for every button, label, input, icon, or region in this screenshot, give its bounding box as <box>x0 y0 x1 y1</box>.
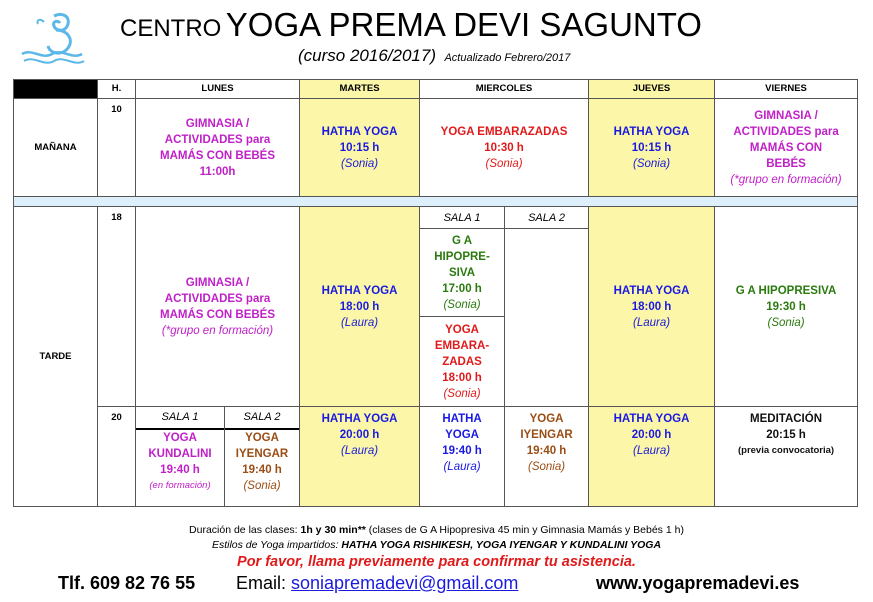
sala-1-label: SALA 1 <box>420 207 505 229</box>
cell-line: (*grupo en formación) <box>730 173 842 186</box>
spiral-wave-logo-icon <box>14 8 88 70</box>
header-lunes: LUNES <box>136 80 300 99</box>
sala-2-label: SALA 2 <box>243 411 281 423</box>
cell-line: MAMÁS CON <box>749 141 823 154</box>
cell-line: G A <box>452 234 473 247</box>
cell-line: MAMÁS CON BEBÉS <box>160 149 276 162</box>
cell-line: (Sonia) <box>485 157 523 170</box>
separator-row <box>14 197 858 207</box>
cell-line: (*grupo en formación) <box>161 324 274 337</box>
cell-line: HATHA <box>442 413 482 425</box>
morning-row <box>14 99 858 197</box>
page-title <box>120 6 820 44</box>
morning-lunes <box>136 99 300 197</box>
afternoon-lunes-20-sala2 <box>225 407 300 507</box>
corner-cell <box>14 80 98 99</box>
cell-line: EMBARA- <box>434 339 490 352</box>
sala-2-label: SALA 2 <box>505 207 589 229</box>
afternoon-mier-hipopresiva <box>420 229 505 317</box>
cell-line: MEDITACIÓN <box>750 413 823 425</box>
hour-20: 20 <box>98 407 136 507</box>
cell-line: ZADAS <box>442 355 482 368</box>
cell-line: KUNDALINI <box>148 448 212 460</box>
phone-number: Tlf. 609 82 76 55 <box>58 573 196 593</box>
separator-band <box>14 197 858 207</box>
afternoon-lunes-18 <box>136 207 300 407</box>
cell-line: HATHA YOGA <box>321 413 398 425</box>
cell-line: ACTIVIDADES para <box>733 125 839 138</box>
afternoon-viernes-18 <box>715 207 858 407</box>
cell-line: HIPOPRE- <box>434 250 490 263</box>
cell-line: GIMNASIA / <box>185 276 250 289</box>
cell-line: (Laura) <box>632 445 671 457</box>
cell-line: (Sonia) <box>340 157 379 170</box>
header-martes: MARTES <box>300 80 420 99</box>
afternoon-mier-20-sala1 <box>420 407 505 507</box>
duration-prefix: Duración de las clases: <box>189 524 301 536</box>
cell-line: YOGA <box>163 432 197 444</box>
cell-line: ACTIVIDADES para <box>164 133 271 146</box>
header-miercoles: MIERCOLES <box>420 80 589 99</box>
cell-line: (Sonia) <box>527 461 566 473</box>
cell-line: YOGA <box>445 429 479 441</box>
cell-line: HATHA YOGA <box>613 125 690 138</box>
cell-line: MAMÁS CON BEBÉS <box>160 308 276 321</box>
cell-line: 20:00 h <box>339 429 380 441</box>
cell-line: (Laura) <box>340 316 379 329</box>
cell-line: (Laura) <box>340 445 379 457</box>
period-morning: MAÑANA <box>14 99 98 197</box>
cell-line: GIMNASIA / <box>754 109 818 122</box>
morning-jueves <box>589 99 715 197</box>
cell-line: (Sonia) <box>632 157 671 170</box>
cell-line: IYENGAR <box>520 429 573 441</box>
call-notice: Por favor, llama previamente para confirmar tu asistencia. <box>237 554 636 570</box>
cell-line: 11:00h <box>199 165 236 178</box>
cell-line: IYENGAR <box>235 448 289 460</box>
cell-line: YOGA <box>445 323 479 336</box>
cell-line: BEBÉS <box>766 157 806 170</box>
cell-line: (Laura) <box>443 461 481 473</box>
cell-line: 19:40 h <box>242 464 282 476</box>
cell-line: (en formación) <box>149 480 211 491</box>
cell-line: 19:40 h <box>526 445 567 457</box>
title-main: YOGA PREMA DEVI SAGUNTO <box>225 6 702 43</box>
cell-line: SIVA <box>449 266 476 279</box>
cell-line: HATHA YOGA <box>613 284 690 297</box>
afternoon-viernes-20 <box>715 407 858 507</box>
afternoon-martes-18 <box>300 207 420 407</box>
cell-line: 17:00 h <box>442 282 482 295</box>
course-year: (curso 2016/2017) <box>298 46 436 65</box>
afternoon-row-4 <box>14 407 858 507</box>
cell-line: 10:30 h <box>484 141 524 154</box>
afternoon-mier-embarazadas <box>420 317 505 407</box>
email-label: Email: <box>236 573 292 593</box>
cell-line: 20:15 h <box>766 429 806 441</box>
cell-line: G A HIPOPRESIVA <box>735 284 837 297</box>
afternoon-mier-20-sala2 <box>505 407 589 507</box>
updated-note: Actualizado Febrero/2017 <box>444 52 571 64</box>
duration-note <box>0 524 873 536</box>
subtitle <box>298 46 570 66</box>
styles-value: HATHA YOGA RISHIKESH, YOGA IYENGAR Y KUNDALINI YOGA <box>341 539 662 551</box>
sala-1-label: SALA 1 <box>161 411 199 423</box>
afternoon-jueves-18 <box>589 207 715 407</box>
afternoon-row-1 <box>14 207 858 229</box>
header-jueves: JUEVES <box>589 80 715 99</box>
cell-line: ACTIVIDADES para <box>164 292 271 305</box>
cell-line: (Sonia) <box>443 387 481 400</box>
morning-viernes <box>715 99 858 197</box>
header-row <box>14 80 858 99</box>
cell-line: 18:00 h <box>339 300 380 313</box>
hour-18: 18 <box>98 207 136 407</box>
afternoon-mier-sala2-empty <box>505 229 589 407</box>
hour-10: 10 <box>98 99 136 197</box>
cell-line: HATHA YOGA <box>321 284 398 297</box>
header-viernes: VIERNES <box>715 80 858 99</box>
cell-line: (Laura) <box>632 316 671 329</box>
cell-line: 18:00 h <box>442 371 482 384</box>
afternoon-martes-20 <box>300 407 420 507</box>
cell-line: HATHA YOGA <box>613 413 690 425</box>
afternoon-jueves-20 <box>589 407 715 507</box>
styles-prefix: Estilos de Yoga impartidos: <box>211 539 342 551</box>
website-link[interactable]: www.yogapremadevi.es <box>596 573 800 593</box>
cell-line: YOGA <box>245 432 279 444</box>
cell-line: 20:00 h <box>631 429 672 441</box>
cell-line: (Sonia) <box>767 316 805 329</box>
cell-line: 19:40 h <box>160 464 200 476</box>
cell-line: 19:40 h <box>442 445 482 457</box>
morning-miercoles <box>420 99 589 197</box>
cell-line: (previa convocatoria) <box>737 445 835 456</box>
afternoon-lunes-20-sala1 <box>136 407 225 507</box>
cell-line: (Sonia) <box>243 480 281 492</box>
title-prefix: CENTRO <box>120 15 222 42</box>
styles-note <box>0 539 873 551</box>
cell-line: 19:30 h <box>766 300 806 313</box>
schedule-table <box>13 79 858 507</box>
cell-line: HATHA YOGA <box>321 125 398 138</box>
email-contact <box>236 573 518 594</box>
duration-suffix: (clases de G A Hipopresiva 45 min y Gimnasia Mamás y Bebés 1 h) <box>365 524 684 536</box>
period-afternoon: TARDE <box>14 207 98 507</box>
morning-martes <box>300 99 420 197</box>
cell-line: (Sonia) <box>443 298 481 311</box>
email-link[interactable]: soniapremadevi@gmail.com <box>291 573 519 593</box>
duration-value: 1h y 30 min** <box>300 524 366 536</box>
header-hour: H. <box>98 80 136 99</box>
cell-line: 10:15 h <box>631 141 672 154</box>
cell-line: GIMNASIA / <box>185 117 250 130</box>
cell-line: YOGA EMBARAZADAS <box>440 125 568 138</box>
cell-line: YOGA <box>529 413 564 425</box>
cell-line: 10:15 h <box>339 141 380 154</box>
cell-line: 18:00 h <box>631 300 672 313</box>
